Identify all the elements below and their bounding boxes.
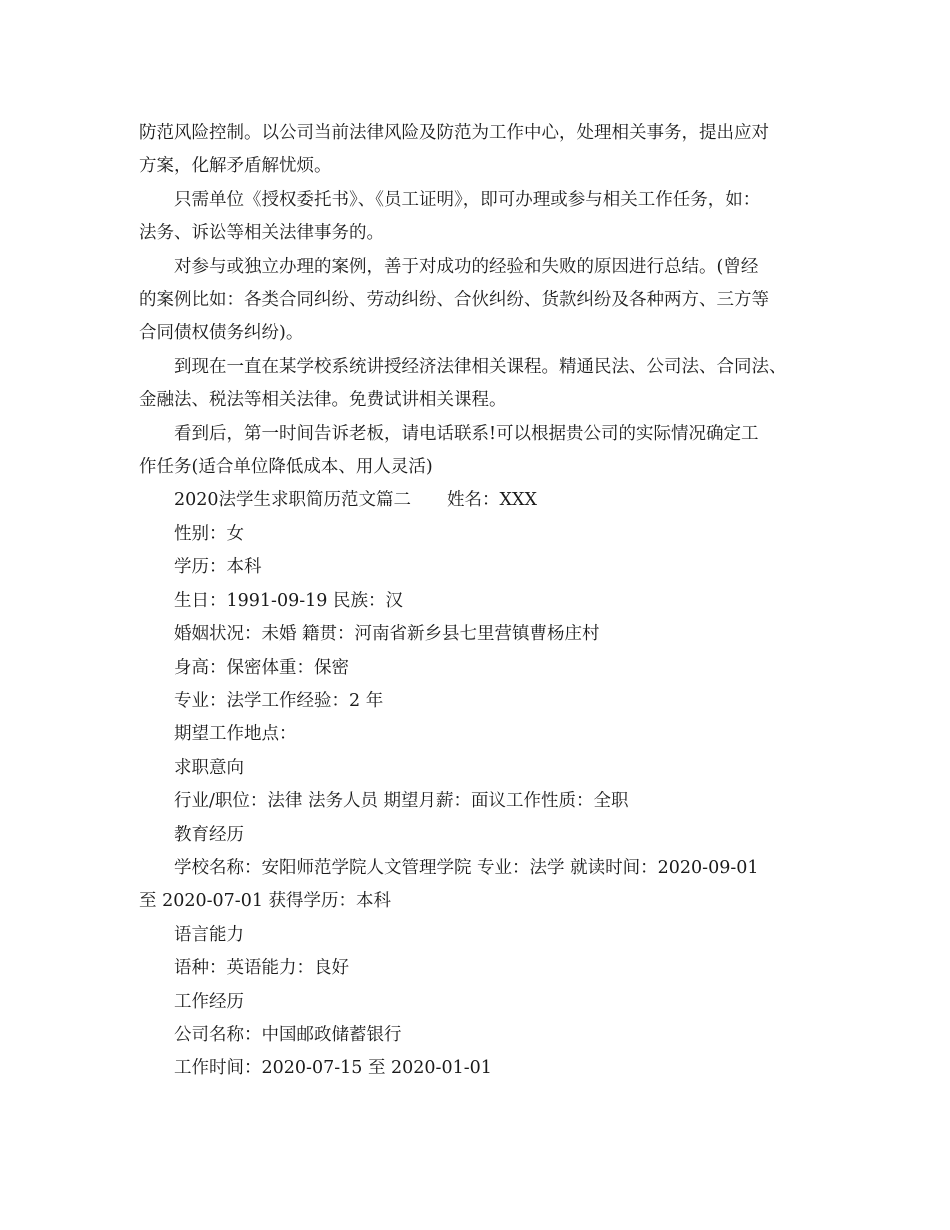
resume-height-weight: 身高：保密体重：保密: [174, 657, 349, 678]
resume-marital-origin: 婚姻状况：未婚 籍贯：河南省新乡县七里营镇曹杨庄村: [174, 624, 600, 645]
text-line: 只需单位《授权委托书》、《员工证明》，即可办理或参与相关工作任务，如：: [174, 189, 761, 210]
text-line: 的案例比如：各类合同纠纷、劳动纠纷、合伙纠纷、货款纠纷及各种两方、三方等: [139, 290, 769, 311]
text-line: 合同债权债务纠纷)。: [139, 323, 304, 344]
text-line: 作任务(适合单位降低成本、用人灵活): [139, 457, 433, 478]
resume-heading: 2020法学生求职简历范文篇二: [174, 490, 412, 511]
text-line: 法务、诉讼等相关法律事务的。: [139, 223, 384, 244]
section-heading-work: 工作经历: [174, 991, 244, 1012]
resume-school-line: 至 2020-07-01 获得学历：本科: [139, 891, 392, 912]
resume-company: 公司名称：中国邮政储蓄银行: [174, 1024, 402, 1045]
text-line: 方案，化解矛盾解忧烦。: [139, 156, 332, 177]
text-line: 到现在一直在某学校系统讲授经济法律相关课程。精通民法、公司法、合同法、: [174, 356, 787, 377]
text-line: 防范风险控制。以公司当前法律风险及防范为工作中心，处理相关事务，提出应对: [139, 123, 769, 143]
resume-major-experience: 专业：法学工作经验：2 年: [174, 690, 384, 711]
resume-language-detail: 语种：英语能力：良好: [174, 958, 349, 979]
resume-birth-ethnicity: 生日：1991-09-19 民族：汉: [174, 590, 403, 611]
resume-education-level: 学历：本科: [174, 557, 262, 578]
text-line: 金融法、税法等相关法律。免费试讲相关课程。: [139, 390, 507, 411]
section-heading-intent: 求职意向: [174, 757, 244, 778]
resume-work-time: 工作时间：2020-07-15 至 2020-01-01: [174, 1058, 492, 1079]
resume-name: 姓名：XXX: [447, 490, 537, 511]
section-heading-language: 语言能力: [174, 924, 244, 945]
text-line: 看到后，第一时间告诉老板，请电话联系!可以根据贵公司的实际情况确定工: [174, 423, 759, 444]
resume-gender: 性别：女: [174, 523, 244, 544]
resume-expected-location: 期望工作地点：: [174, 724, 297, 745]
resume-heading-line: [139, 484, 819, 517]
text-line: 对参与或独立办理的案例，善于对成功的经验和失败的原因进行总结。(曾经: [174, 256, 759, 277]
section-heading-education: 教育经历: [174, 824, 244, 845]
resume-school-line: 学校名称：安阳师范学院人文管理学院 专业：法学 就读时间：2020-09-01: [174, 857, 759, 878]
resume-intent-detail: 行业/职位：法律 法务人员 期望月薪：面议工作性质：全职: [174, 791, 629, 812]
document-body: [139, 117, 819, 1086]
